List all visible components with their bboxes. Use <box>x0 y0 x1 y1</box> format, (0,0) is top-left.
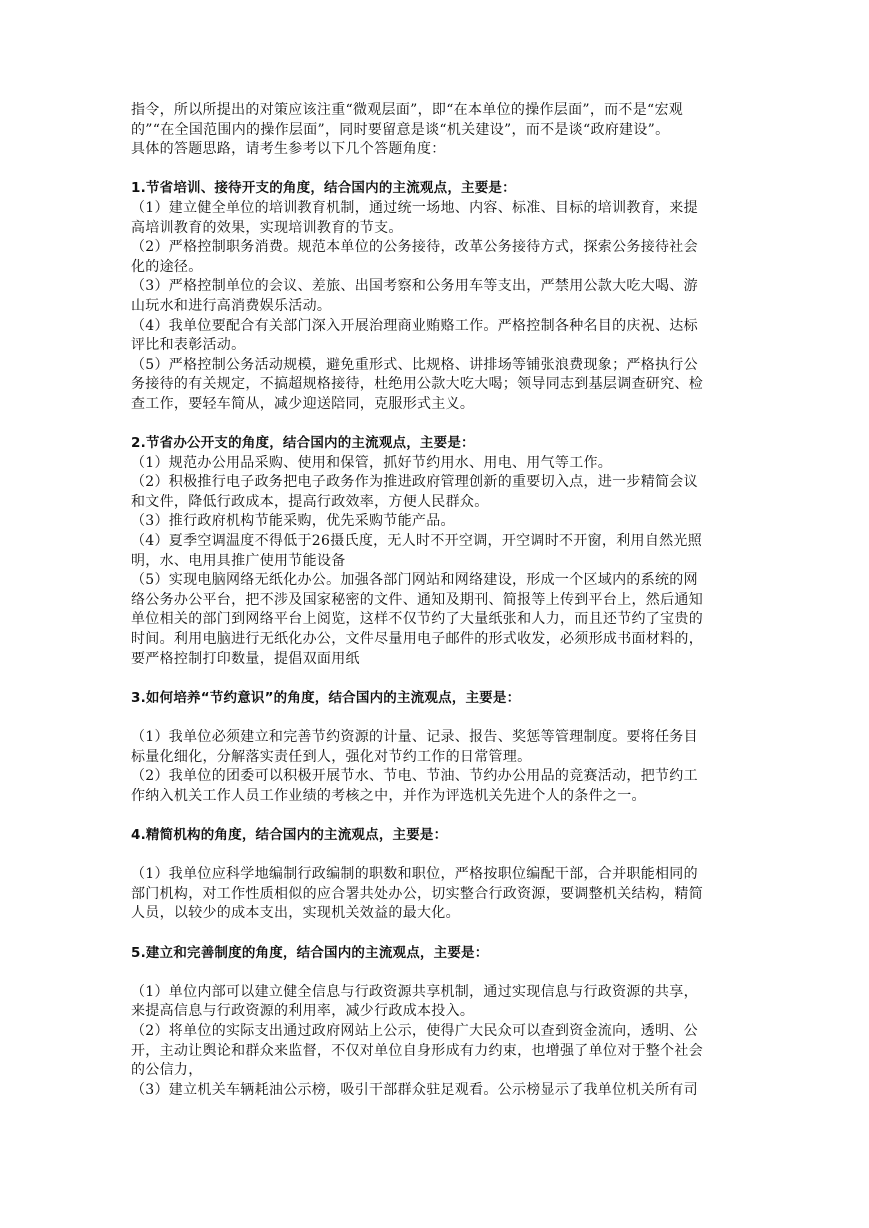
text-line: （4）我单位要配合有关部门深入开展治理商业贿赂工作。严格控制各种名目的庆祝、达标 <box>131 317 698 334</box>
text-line: （3）推行政府机构节能采购，优先采购节能产品。 <box>131 513 455 530</box>
text-line: 要严格控制打印数量，提倡双面用纸 <box>131 650 360 667</box>
text-line: 务接待的有关规定，不搞超规格接待，杜绝用公款大吃大喝；领导同志到基层调查研究、检 <box>131 376 703 393</box>
text-line: 部门机构，对工作性质相似的应合署共处办公，切实整合行政资源，要调整机关结构，精简 <box>131 885 703 902</box>
section-heading: 3.如何培养“节约意识”的角度，结合国内的主流观点，主要是： <box>131 689 521 706</box>
intro-paragraph <box>131 101 741 160</box>
text-line: （2）我单位的团委可以积极开展节水、节电、节油、节约办公用品的竞赛活动，把节约工 <box>131 768 698 785</box>
text-line: 来提高信息与行政资源的利用率，减少行政成本投入。 <box>131 1003 475 1020</box>
text-line: （2）积极推行电子政务把电子政务作为推进政府管理创新的重要切入点，进一步精简会议 <box>131 474 698 491</box>
text-line: 评比和表彰活动。 <box>131 337 246 354</box>
text-line: （1）建立健全单位的培训教育机制，通过统一场地、内容、标准、目标的培训教育，来提 <box>131 199 698 216</box>
text-line: 和文件，降低行政成本，提高行政效率，方便人民群众。 <box>131 493 489 510</box>
text-line: （1）我单位必须建立和完善节约资源的计量、记录、报告、奖惩等管理制度。要将任务目 <box>131 729 698 745</box>
section-office-expenses <box>131 434 741 669</box>
text-line: （3）建立机关车辆耗油公示榜，吸引干部群众驻足观看。公示榜显示了我单位机关所有司 <box>131 1081 698 1098</box>
intro-line: 具体的答题思路，请考生参考以下几个答题角度： <box>131 141 446 158</box>
section-heading: 5.建立和完善制度的角度，结合国内的主流观点，主要是： <box>131 944 489 961</box>
text-line: 单位相关的部门到网络平台上阅览，这样不仅节约了大量纸张和人力，而且还节约了宝贵的 <box>131 611 703 628</box>
section-heading: 2.节省办公开支的角度，结合国内的主流观点，主要是： <box>131 435 475 452</box>
text-line: 作纳入机关工作人员工作业绩的考核之中，并作为评选机关先进个人的条件之一。 <box>131 787 646 804</box>
section-saving-awareness <box>131 689 741 807</box>
text-line: 山玩水和进行高消费娱乐活动。 <box>131 297 332 314</box>
text-line: 时间。利用电脑进行无纸化办公，文件尽量用电子邮件的形式收发，必须形成书面材料的， <box>131 631 703 648</box>
text-line: （1）规范办公用品采购、使用和保管，抓好节约用水、用电、用气等工作。 <box>131 454 613 471</box>
text-line: （2）严格控制职务消费。规范本单位的公务接待，改革公务接待方式，探索公务接待社会 <box>131 239 698 256</box>
text-line: （2）将单位的实际支出通过政府网站上公示，使得广大民众可以查到资金流向，透明、公 <box>131 1022 698 1039</box>
section-systems <box>131 944 741 1101</box>
text-line: 高培训教育的效果，实现培训教育的节支。 <box>131 219 403 236</box>
text-line: （5）实现电脑网络无纸化办公。加强各部门网站和网络建设，形成一个区域内的系统的网 <box>131 572 698 589</box>
text-line: （1）单位内部可以建立健全信息与行政资源共享机制，通过实现信息与行政资源的共享， <box>131 983 698 1000</box>
text-line: 人员，以较少的成本支出，实现机关效益的最大化。 <box>131 905 460 922</box>
document-page <box>131 101 741 1100</box>
text-line: （5）严格控制公务活动规模，避免重形式、比规格、讲排场等铺张浪费现象；严格执行公 <box>131 356 698 373</box>
text-line: （4）夏季空调温度不得低于26摄氏度，无人时不开空调，开空调时不开窗，利用自然光照 <box>131 533 703 550</box>
intro-line: 指令，所以所提出的对策应该注重“微观层面”，即“在本单位的操作层面”，而不是“宏观 <box>131 102 684 118</box>
text-line: 的公信力， <box>131 1062 203 1079</box>
section-heading: 1.节省培训、接待开支的角度，结合国内的主流观点，主要是： <box>131 180 516 197</box>
text-line: 查工作，要轻车简从，减少迎送陪同，克服形式主义。 <box>131 395 475 412</box>
text-line: （3）严格控制单位的会议、差旅、出国考察和公务用车等支出，严禁用公款大吃大喝、游 <box>131 278 698 295</box>
text-line: 化的途径。 <box>131 258 203 275</box>
text-line: 标量化细化，分解落实责任到人，强化对节约工作的日常管理。 <box>131 748 532 765</box>
text-line: （1）我单位应科学地编制行政编制的职数和职位，严格按职位编配干部，合并职能相同的 <box>131 866 698 883</box>
text-line: 明，水、电用具推广使用节能设备 <box>131 552 346 569</box>
text-line: 络公务办公平台，把不涉及国家秘密的文件、通知及期刊、简报等上传到平台上，然后通知 <box>131 591 703 608</box>
section-streamline-agencies <box>131 826 741 924</box>
section-heading: 4.精简机构的角度，结合国内的主流观点，主要是： <box>131 826 448 843</box>
section-training-reception <box>131 179 741 414</box>
intro-line: 的”“在全国范围内的操作层面”，同时要留意是谈“机关建设”，而不是谈“政府建设”。 <box>131 121 670 138</box>
text-line: 开，主动让舆论和群众来监督，不仅对单位自身形成有力约束，也增强了单位对于整个社会 <box>131 1042 703 1059</box>
